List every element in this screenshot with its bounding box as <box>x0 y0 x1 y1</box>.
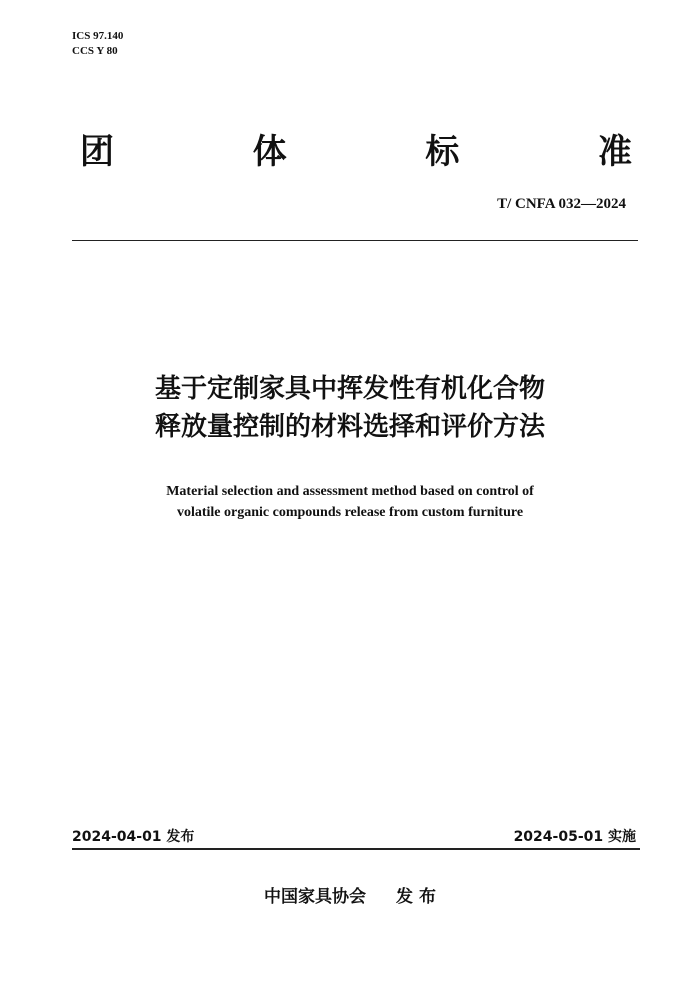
ccs-code: CCS Y 80 <box>72 45 118 57</box>
english-title-line: Material selection and assessment method based on control of <box>166 484 534 499</box>
publisher-action: 发 布 <box>396 887 436 907</box>
publisher-line <box>0 882 700 907</box>
issue-date: 2024-04-01 发布 <box>72 829 195 845</box>
chinese-title <box>0 370 700 446</box>
standard-type-char: 标 <box>425 131 460 172</box>
standard-code: T/ CNFA 032—2024 <box>497 196 626 212</box>
chinese-title-line: 基于定制家具中挥发性有机化合物 <box>154 374 545 404</box>
standard-type-char: 体 <box>252 131 287 172</box>
chinese-title-line: 释放量控制的材料选择和评价方法 <box>154 412 545 442</box>
ics-code: ICS 97.140 <box>72 30 124 42</box>
classification-codes <box>72 29 123 59</box>
implementation-date: 2024-05-01 实施 <box>513 829 636 845</box>
standard-type-heading <box>80 126 632 170</box>
standard-type-char: 准 <box>597 131 632 172</box>
top-divider <box>72 240 638 241</box>
english-title <box>0 481 700 523</box>
standard-type-char: 团 <box>80 131 114 172</box>
english-title-line: volatile organic compounds release from custom furniture <box>176 505 524 520</box>
publisher-name: 中国家具协会 <box>264 887 367 907</box>
bottom-divider <box>72 848 640 850</box>
